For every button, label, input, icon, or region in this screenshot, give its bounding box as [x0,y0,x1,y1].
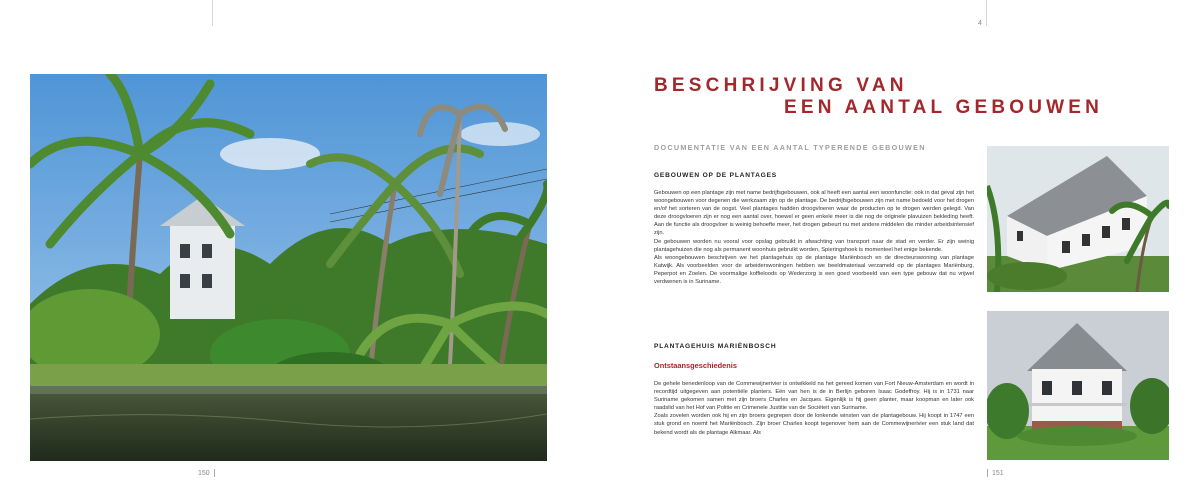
page-title [654,75,1103,119]
page-title-line1: BESCHRIJVING VAN [654,75,908,96]
section-subheading: Ontstaansgeschiedenis [654,361,737,370]
plantation-landscape-photo [30,74,547,461]
page-number-left-text: 150 [198,469,210,477]
paragraph: Gebouwen op een plantage zijn met name bedrijfsgebouwen, ook al heeft een aantal een woonfunctie: ook in dat geval zijn het woongebouwen voor degenen die werkzaam zijn op de plantage. De bedrijfsgebouwen zijn met name bedoeld voor het drogen en/of het sorteren van de oogst. Veel plantages hadden droogvloeren waar de producten op te drogen werden gelegd. Van deze droogvloeren zijn er nog een aantal over, hoewel er geen enkele meer is die nog de originele plavuizen bekleding heeft. Aan de functie als droogvloer is weinig behoefte meer, het drogen gebeurt nu met andere middelen die minder arbeidsintensief zijn. [654,190,974,237]
crop-mark [986,0,987,26]
page-number-divider [214,469,215,477]
section2-body [654,380,974,437]
house-photo-top [987,146,1169,292]
section-heading-marienbosch: PLANTAGEHUIS MARIËNBOSCH [654,343,777,350]
page-number-left [198,469,219,477]
section1-body [654,189,974,286]
paragraph: De gebouwen worden nu vooral voor opslag gebruikt in afwachting van transport naar de stad en verder. Er zijn weinig plantagehuizen die nog als permanent woonhuis gebruikt worden, Spieringshoek is momenteel het enige bekende. [654,238,974,253]
section-heading-plantages: GEBOUWEN OP DE PLANTAGES [654,172,777,179]
paragraph: Als woongebouwen beschrijven we het plantagehuis op de plantage Mariënbosch en de directeurswoning van plantage Katwijk. Als voorbeelden voor de arbeiderswoningen hebben we beeldmateriaal verzameld op de plantages Mariënburg, Peperpot en Zoelen. De voormalige koffieloods op Wederzorg is een goed voorbeeld van een type gebouw dat nu vrijwel verdwenen is in Suriname. [654,254,974,286]
top-marker: 4 [978,20,982,27]
paragraph: Zoals zovelen worden ook hij en zijn broers gegrepen door de lonkende winsten van de plantagebouw. Hij koopt in 1747 een stuk grond en noemt het Mariënbosch. Zijn broer Charles koopt tegenover hem aan de Commewijnerivier een stuk land dat bekend wordt als de plantage Alkmaar. Als [654,413,974,436]
page-number-divider [987,469,988,477]
section-subtitle: DOCUMENTATIE VAN EEN AANTAL TYPERENDE GEBOUWEN [654,143,926,152]
house-photo-bottom [987,311,1169,460]
page-number-right-text: 151 [992,469,1004,477]
page-title-line2: EEN AANTAL GEBOUWEN [784,97,1104,118]
paragraph: De gehele benedenloop van de Commewijnerivier is ontwikkeld na het gereed komen van Fort Nieuw-Amsterdam en wordt in recordtijd uitgegeven aan potentiële planters. Eén van hen is de in Berlijn geboren Isaac Godeffroy. Hij is in 1731 naar Suriname gekomen samen met zijn broers Charles en Jacques. Eigenlijk is hij geen planter, maar koopman en later ook raadslid van het Hof van Politie en Crimenele Justitie van de Sociëteit van Suriname. [654,381,974,412]
crop-mark [212,0,213,26]
page-number-right [987,469,1004,477]
